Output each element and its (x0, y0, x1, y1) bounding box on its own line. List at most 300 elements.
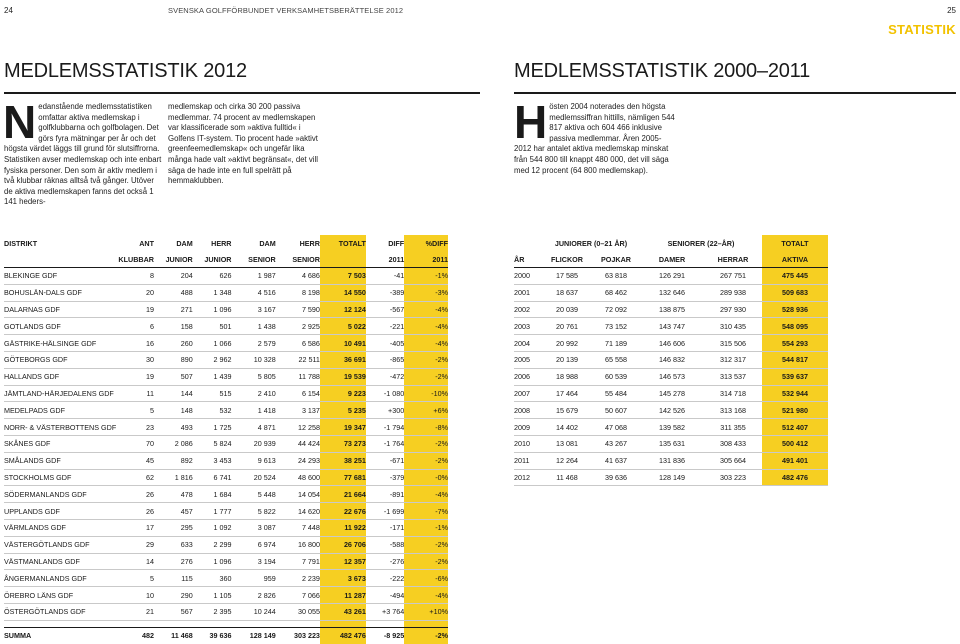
table-cell: 39 636 (592, 469, 640, 486)
district-table (4, 235, 448, 644)
col-header: ANT (139, 238, 154, 248)
table-cell: 5 235 (320, 402, 366, 419)
table-cell: 20 524 (232, 469, 276, 486)
table-cell: 312 317 (704, 351, 762, 368)
table-cell: 18 637 (542, 284, 592, 301)
table-cell: -2% (404, 351, 448, 368)
table-row (514, 419, 828, 436)
table-cell: 7 791 (276, 553, 320, 570)
yearly-header-row-1 (514, 235, 828, 251)
table-cell: -389 (366, 284, 404, 301)
table-cell: 500 412 (762, 435, 828, 452)
table-cell: 73 273 (320, 435, 366, 452)
table-cell: 626 (193, 268, 232, 285)
table-cell: 10 328 (232, 351, 276, 368)
table-cell: -472 (366, 368, 404, 385)
table-cell: 539 637 (762, 368, 828, 385)
table-row (4, 335, 448, 352)
district-name-cell: GOTLANDS GDF (4, 318, 116, 335)
table-cell: 55 484 (592, 385, 640, 402)
table-cell: 8 (116, 268, 154, 285)
table-cell: -865 (366, 351, 404, 368)
table-cell: 131 836 (640, 452, 704, 469)
table-cell: 19 539 (320, 368, 366, 385)
table-cell: 115 (154, 570, 193, 587)
table-cell: 2 826 (232, 587, 276, 604)
table-cell: 128 149 (640, 469, 704, 486)
table-cell: 14 620 (276, 503, 320, 520)
table-cell: 1 066 (193, 335, 232, 352)
table-row (514, 452, 828, 469)
table-cell: 20 039 (542, 301, 592, 318)
table-cell: 17 (116, 519, 154, 536)
table-cell: 26 (116, 503, 154, 520)
table-cell: 493 (154, 419, 193, 436)
district-name-cell: DALARNAS GDF (4, 301, 116, 318)
district-name-cell: MEDELPADS GDF (4, 402, 116, 419)
table-cell: 5 022 (320, 318, 366, 335)
col-subheader: DAMER (640, 251, 704, 268)
table-row (514, 301, 828, 318)
table-cell: 18 988 (542, 368, 592, 385)
table-cell: 11 287 (320, 587, 366, 604)
table-cell: 475 445 (762, 268, 828, 285)
table-cell: 521 980 (762, 402, 828, 419)
table-cell: 144 (154, 385, 193, 402)
year-cell: 2009 (514, 419, 542, 436)
table-cell: 633 (154, 536, 193, 553)
table-cell: 457 (154, 503, 193, 520)
section-label: STATISTIK (888, 22, 956, 37)
table-cell: 38 251 (320, 452, 366, 469)
year-cell: 2001 (514, 284, 542, 301)
table-cell: 135 631 (640, 435, 704, 452)
table-cell: 12 124 (320, 301, 366, 318)
col-header: DIFF (388, 238, 405, 248)
district-header-row-1 (4, 235, 448, 251)
table-cell: 22 676 (320, 503, 366, 520)
table-cell: 890 (154, 351, 193, 368)
table-row (514, 351, 828, 368)
year-cell: 2002 (514, 301, 542, 318)
table-cell: 11 788 (276, 368, 320, 385)
table-cell: +10% (404, 603, 448, 620)
district-name-cell: GÖTEBORGS GDF (4, 351, 116, 368)
table-row (4, 553, 448, 570)
table-cell: 507 (154, 368, 193, 385)
table-cell: 1 439 (193, 368, 232, 385)
year-cell: 2003 (514, 318, 542, 335)
table-cell: 2 925 (276, 318, 320, 335)
table-cell: 2 086 (154, 435, 193, 452)
summary-cell: 482 (116, 627, 154, 644)
table-cell: 126 291 (640, 268, 704, 285)
table-cell: 14 402 (542, 419, 592, 436)
table-row (514, 469, 828, 486)
table-cell: 14 054 (276, 486, 320, 503)
table-cell: 501 (193, 318, 232, 335)
district-name-cell: SÖDERMANLANDS GDF (4, 486, 116, 503)
table-cell: 308 433 (704, 435, 762, 452)
table-cell: -10% (404, 385, 448, 402)
table-cell: 310 435 (704, 318, 762, 335)
summary-cell: -2% (404, 627, 448, 644)
table-cell: 2 962 (193, 351, 232, 368)
table-cell: 48 600 (276, 469, 320, 486)
district-name-cell: ÅNGERMANLANDS GDF (4, 570, 116, 587)
district-name-cell: VÄSTERGÖTLANDS GDF (4, 536, 116, 553)
table-cell: -2% (404, 452, 448, 469)
district-name-cell: BLEKINGE GDF (4, 268, 116, 285)
table-cell: 303 223 (704, 469, 762, 486)
table-row (4, 603, 448, 620)
district-name-cell: JÄMTLAND-HÄRJEDALENS GDF (4, 385, 116, 402)
district-name-cell: ÖSTERGÖTLANDS GDF (4, 603, 116, 620)
summary-cell: -8 925 (366, 627, 404, 644)
table-cell: 19 347 (320, 419, 366, 436)
table-cell: 3 137 (276, 402, 320, 419)
district-name-cell: UPPLANDS GDF (4, 503, 116, 520)
page-title-right: MEDLEMSSTATISTIK 2000–2011 (514, 60, 811, 82)
table-cell: -2% (404, 435, 448, 452)
yearly-table (514, 235, 828, 486)
table-row (4, 284, 448, 301)
table-cell: -1% (404, 268, 448, 285)
table-cell: 8 198 (276, 284, 320, 301)
summary-cell: 39 636 (193, 627, 232, 644)
intro-text-right (514, 96, 676, 176)
table-cell: 548 095 (762, 318, 828, 335)
table-row (4, 587, 448, 604)
page-number-right: 25 (947, 6, 956, 15)
district-name-cell: SMÅLANDS GDF (4, 452, 116, 469)
table-cell: 71 189 (592, 335, 640, 352)
table-cell: 16 (116, 335, 154, 352)
title-rule-right (514, 92, 956, 94)
table-cell: 7 503 (320, 268, 366, 285)
table-cell: 1 684 (193, 486, 232, 503)
table-cell: 20 761 (542, 318, 592, 335)
table-cell: 146 832 (640, 351, 704, 368)
table-cell: 14 (116, 553, 154, 570)
table-row (4, 469, 448, 486)
table-cell: 11 468 (542, 469, 592, 486)
col-group-header: JUNIORER (0–21 ÅR) (554, 238, 628, 248)
col-subheader: 2011 (404, 251, 448, 268)
table-cell: 204 (154, 268, 193, 285)
table-cell: 1 438 (232, 318, 276, 335)
table-cell: 491 401 (762, 452, 828, 469)
table-cell: -0% (404, 469, 448, 486)
table-row (514, 268, 828, 285)
district-name-cell: NORR- & VÄSTERBOTTENS GDF (4, 419, 116, 436)
table-cell: -567 (366, 301, 404, 318)
table-cell: 16 800 (276, 536, 320, 553)
table-cell: 5 822 (232, 503, 276, 520)
table-cell: 295 (154, 519, 193, 536)
year-cell: 2008 (514, 402, 542, 419)
table-cell: 12 264 (542, 452, 592, 469)
district-summary-row (4, 627, 448, 644)
table-row (514, 435, 828, 452)
table-cell: 1 987 (232, 268, 276, 285)
table-cell: -41 (366, 268, 404, 285)
table-row (514, 402, 828, 419)
table-cell: 20 139 (542, 351, 592, 368)
table-cell: 290 (154, 587, 193, 604)
table-cell: 289 938 (704, 284, 762, 301)
district-name-cell: BOHUSLÄN-DALS GDF (4, 284, 116, 301)
table-cell: 6 974 (232, 536, 276, 553)
table-cell: 509 683 (762, 284, 828, 301)
table-cell: -4% (404, 318, 448, 335)
district-name-cell: STOCKHOLMS GDF (4, 469, 116, 486)
table-cell: 65 558 (592, 351, 640, 368)
table-cell: 9 613 (232, 452, 276, 469)
table-row (514, 368, 828, 385)
table-cell: -7% (404, 503, 448, 520)
col-subheader (4, 251, 116, 268)
table-cell: 148 (154, 402, 193, 419)
table-cell: -1 080 (366, 385, 404, 402)
table-cell: 528 936 (762, 301, 828, 318)
table-cell: 512 407 (762, 419, 828, 436)
table-cell: 567 (154, 603, 193, 620)
table-cell: 1 096 (193, 301, 232, 318)
table-cell: 60 539 (592, 368, 640, 385)
table-cell: 139 582 (640, 419, 704, 436)
table-row (4, 368, 448, 385)
table-row (4, 385, 448, 402)
table-cell: 41 637 (592, 452, 640, 469)
col-header: DAM (176, 238, 193, 248)
dropcap-h: H (514, 96, 548, 148)
table-cell: 7 448 (276, 519, 320, 536)
table-cell: -2% (404, 536, 448, 553)
year-cell: 2005 (514, 351, 542, 368)
table-row (4, 402, 448, 419)
table-cell: 68 462 (592, 284, 640, 301)
table-cell: -4% (404, 301, 448, 318)
district-name-cell: SKÅNES GDF (4, 435, 116, 452)
table-cell: 554 293 (762, 335, 828, 352)
table-row (4, 519, 448, 536)
district-name-cell: HALLANDS GDF (4, 368, 116, 385)
table-cell: 19 (116, 368, 154, 385)
table-cell: 2 239 (276, 570, 320, 587)
table-row (4, 268, 448, 285)
table-cell: 6 154 (276, 385, 320, 402)
table-cell: -588 (366, 536, 404, 553)
table-cell: -379 (366, 469, 404, 486)
table-cell: -2% (404, 553, 448, 570)
year-cell: 2004 (514, 335, 542, 352)
table-cell: 313 537 (704, 368, 762, 385)
table-cell: 3 673 (320, 570, 366, 587)
table-cell: 311 355 (704, 419, 762, 436)
table-cell: 13 081 (542, 435, 592, 452)
year-cell: 2011 (514, 452, 542, 469)
table-cell: -405 (366, 335, 404, 352)
table-row (4, 570, 448, 587)
table-cell: 267 751 (704, 268, 762, 285)
table-cell: 478 (154, 486, 193, 503)
table-cell: 24 293 (276, 452, 320, 469)
table-cell: 10 491 (320, 335, 366, 352)
table-row (514, 335, 828, 352)
table-cell: 2 299 (193, 536, 232, 553)
table-cell: 19 (116, 301, 154, 318)
col-subheader: ÅR (514, 251, 542, 268)
table-cell: -671 (366, 452, 404, 469)
table-cell: 62 (116, 469, 154, 486)
table-row (514, 385, 828, 402)
table-row (514, 318, 828, 335)
year-cell: 2010 (514, 435, 542, 452)
table-cell: -4% (404, 335, 448, 352)
summary-cell: 128 149 (232, 627, 276, 644)
col-header: DAM (259, 238, 276, 248)
col-subheader: 2011 (366, 251, 404, 268)
table-cell: 11 922 (320, 519, 366, 536)
table-row (4, 452, 448, 469)
table-cell: 20 939 (232, 435, 276, 452)
table-row (4, 486, 448, 503)
district-header-row-2 (4, 251, 448, 268)
table-cell: 14 550 (320, 284, 366, 301)
table-cell: 532 944 (762, 385, 828, 402)
table-cell: 271 (154, 301, 193, 318)
table-cell: -494 (366, 587, 404, 604)
table-cell: 21 664 (320, 486, 366, 503)
table-row (4, 318, 448, 335)
table-cell: -1 794 (366, 419, 404, 436)
col-subheader: KLUBBAR (116, 251, 154, 268)
col-header (514, 235, 542, 251)
table-cell: 1 777 (193, 503, 232, 520)
table-row (4, 536, 448, 553)
yearly-table-body (514, 268, 828, 486)
table-cell: 276 (154, 553, 193, 570)
table-cell: 4 516 (232, 284, 276, 301)
table-cell: 26 706 (320, 536, 366, 553)
col-subheader: HERRAR (704, 251, 762, 268)
table-cell: 10 244 (232, 603, 276, 620)
table-cell: 132 646 (640, 284, 704, 301)
table-cell: 70 (116, 435, 154, 452)
table-cell: 9 223 (320, 385, 366, 402)
table-cell: 1 816 (154, 469, 193, 486)
title-rule-left (4, 92, 480, 94)
summary-cell: 303 223 (276, 627, 320, 644)
intro-paragraph-1: edanstående medlemsstatistiken omfattar aktiva medlemskap i golfklubbarna och golfbolagen. Det görs fyra mätningar per år och det högsta värdet läggs till grund för slutsiffrorna. Statistiken avser medlemskap och inte enbart fysiska personer. Den som är aktiv medlem i två klubbar räknas alltså två gånger. Utöver de aktiva medlemskapen fanns det också 1 141 heders- (4, 102, 162, 207)
year-cell: 2006 (514, 368, 542, 385)
table-cell: 5 448 (232, 486, 276, 503)
table-cell: -891 (366, 486, 404, 503)
table-row (4, 301, 448, 318)
col-subheader: POJKAR (592, 251, 640, 268)
col-header: HERR (299, 238, 320, 248)
col-subheader: FLICKOR (542, 251, 592, 268)
district-name-cell: ÖREBRO LÄNS GDF (4, 587, 116, 604)
table-cell: 72 092 (592, 301, 640, 318)
table-cell: 482 476 (762, 469, 828, 486)
table-cell: 143 747 (640, 318, 704, 335)
table-cell: 17 464 (542, 385, 592, 402)
table-cell: 1 418 (232, 402, 276, 419)
col-subheader (320, 251, 366, 268)
table-cell: 959 (232, 570, 276, 587)
table-cell: 2 410 (232, 385, 276, 402)
table-cell: 315 506 (704, 335, 762, 352)
district-name-cell: VÄRMLANDS GDF (4, 519, 116, 536)
table-cell: 30 055 (276, 603, 320, 620)
table-cell: 5 (116, 570, 154, 587)
table-cell: 3 167 (232, 301, 276, 318)
summary-cell: 482 476 (320, 627, 366, 644)
table-cell: 145 278 (640, 385, 704, 402)
table-cell: 11 (116, 385, 154, 402)
table-cell: 6 741 (193, 469, 232, 486)
table-cell: 2 395 (193, 603, 232, 620)
table-cell: 10 (116, 587, 154, 604)
table-cell: 17 585 (542, 268, 592, 285)
table-cell: -3% (404, 284, 448, 301)
col-subheader: SENIOR (232, 251, 276, 268)
table-row (4, 435, 448, 452)
table-cell: 360 (193, 570, 232, 587)
year-cell: 2007 (514, 385, 542, 402)
table-cell: -1% (404, 519, 448, 536)
table-cell: -4% (404, 486, 448, 503)
table-cell: 22 511 (276, 351, 320, 368)
table-row (4, 351, 448, 368)
col-header: TOTALT (762, 235, 828, 251)
table-cell: 43 261 (320, 603, 366, 620)
table-row (4, 419, 448, 436)
col-subheader: SENIOR (276, 251, 320, 268)
table-cell: 488 (154, 284, 193, 301)
table-cell: 47 068 (592, 419, 640, 436)
col-header: %DIFF (404, 235, 448, 251)
table-cell: 314 718 (704, 385, 762, 402)
table-cell: 892 (154, 452, 193, 469)
col-header: TOTALT (320, 235, 366, 251)
col-subheader: JUNIOR (154, 251, 193, 268)
col-header: HERR (211, 238, 232, 248)
table-cell: 2 579 (232, 335, 276, 352)
table-cell: 12 357 (320, 553, 366, 570)
intro-paragraph-2: medlemskap och cirka 30 200 passiva medlemmar. 74 procent av medlemskapen var klassificerade som »aktiva fulltid« i Golfens IT-system. Tio procent hade »aktivt greenfeemedlemskap« och ungefär lika många hade valt »aktivt begränsat«, det vill säga de hade inte en full spelrätt på hemmaklubben. (168, 102, 318, 186)
table-row (4, 503, 448, 520)
table-cell: +3 764 (366, 603, 404, 620)
table-cell: 30 (116, 351, 154, 368)
district-table-body (4, 268, 448, 621)
table-cell: 146 573 (640, 368, 704, 385)
table-cell: -8% (404, 419, 448, 436)
table-cell: 297 930 (704, 301, 762, 318)
dropcap-n: N (3, 96, 37, 148)
table-cell: +6% (404, 402, 448, 419)
table-cell: 50 607 (592, 402, 640, 419)
table-cell: 1 096 (193, 553, 232, 570)
table-cell: 305 664 (704, 452, 762, 469)
intro-text-left (3, 96, 162, 208)
table-cell: 138 875 (640, 301, 704, 318)
table-cell: 6 586 (276, 335, 320, 352)
table-cell: 532 (193, 402, 232, 419)
table-cell: 515 (193, 385, 232, 402)
